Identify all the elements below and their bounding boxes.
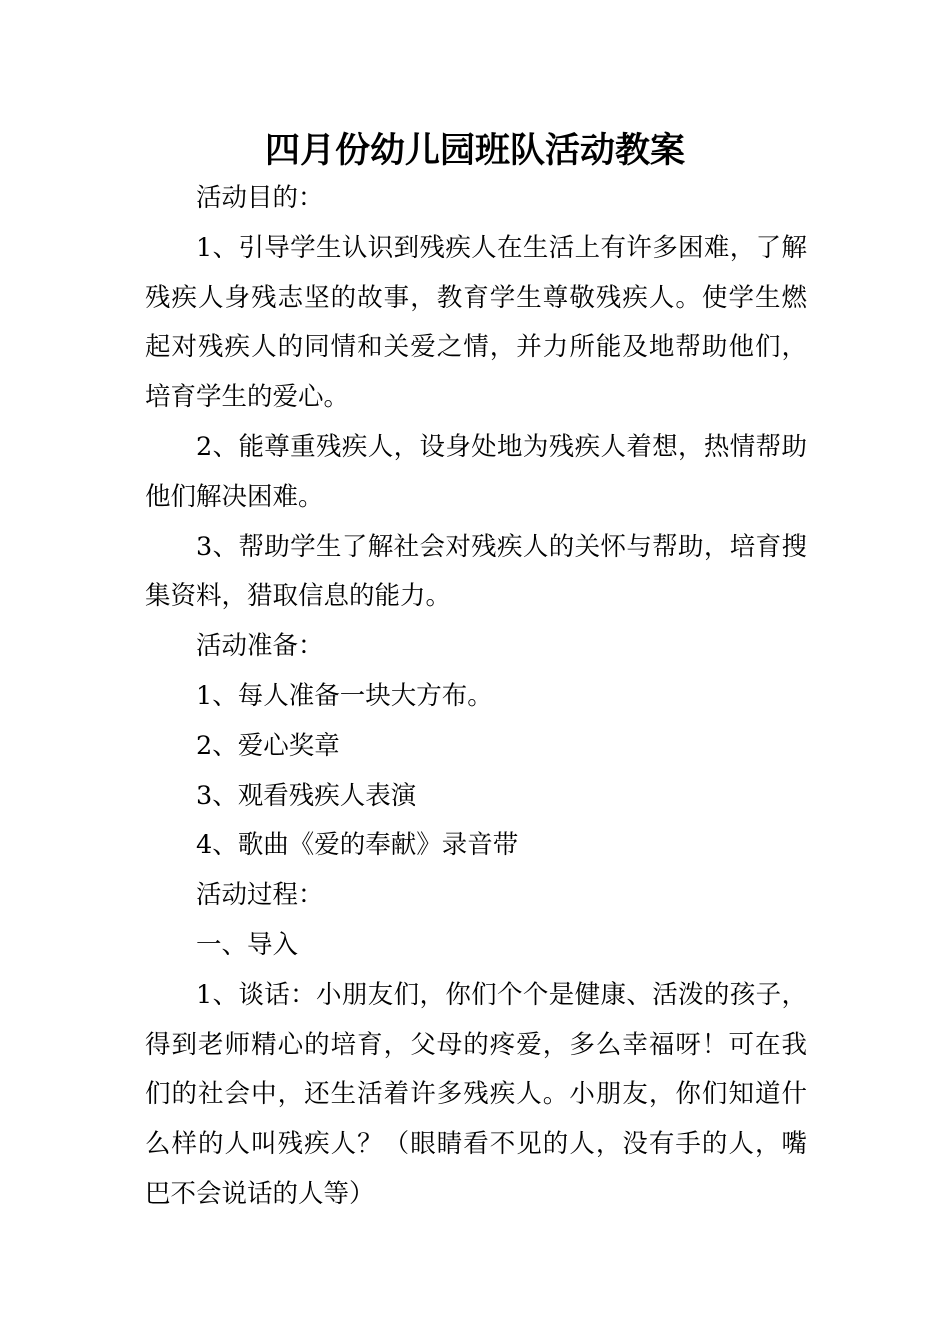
document-title: 四月份幼儿园班队活动教案 [264,131,685,171]
section-introduction: 一、导入 [196,929,299,960]
preparation-item-2: 2、爱心奖章 [196,730,340,761]
preparation-item-4: 4、歌曲《爱的奉献》录音带 [196,830,519,861]
goal-item-2: 2、能尊重残疾人，设身处地为残疾人着想，热情帮助他们解决困难。 [145,431,807,512]
document-body [145,174,807,1220]
heading-activity-preparation: 活动准备： [196,631,324,662]
goal-item-1: 1、引导学生认识到残疾人在生活上有许多困难，了解残疾人身残志坚的故事，教育学生尊敬残疾人。使学生燃起对残疾人的同情和关爱之情，并力所能及地帮助他们，培育学生的爱心。 [145,232,807,413]
heading-activity-process: 活动过程： [196,880,324,911]
preparation-item-3: 3、观看残疾人表演 [196,780,417,811]
preparation-item-1: 1、每人准备一块大方布。 [196,680,493,711]
heading-activity-goals: 活动目的： [196,183,324,213]
goal-item-3: 3、帮助学生了解社会对残疾人的关怀与帮助，培育搜集资料，猎取信息的能力。 [145,531,807,612]
process-item-1: 1、谈话：小朋友们，你们个个是健康、活泼的孩子，得到老师精心的培育，父母的疼爱，多么幸福呀！可在我们的社会中，还生活着许多残疾人。小朋友，你们知道什么样的人叫残疾人？（眼睛看不见的人，没有手的人，嘴巴不会说话的人等） [145,979,807,1209]
